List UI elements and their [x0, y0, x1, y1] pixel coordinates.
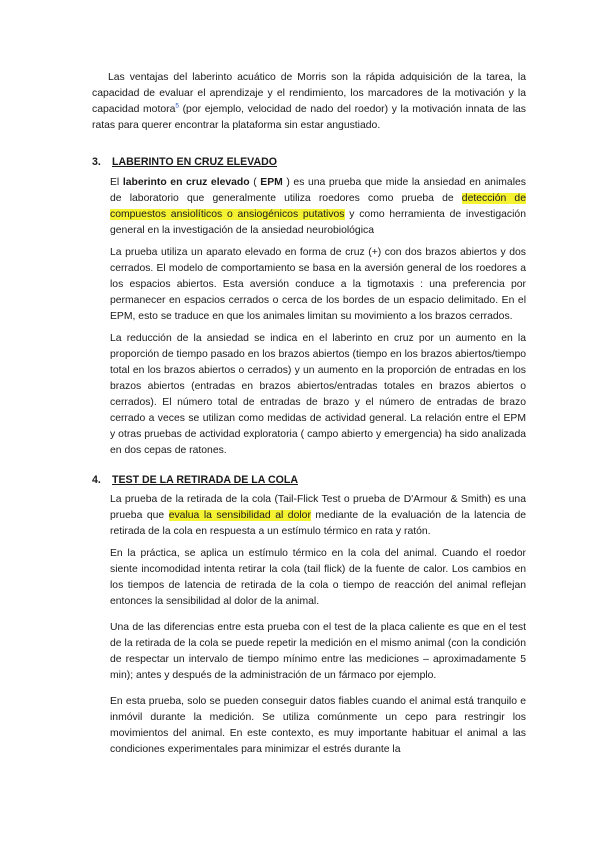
intro-paragraph	[92, 70, 526, 134]
section-3-paragraph-3: La reducción de la ansiedad se indica en el laberinto en cruz por un aumento en la proporción de tiempo pasado en los brazos abiertos (tiempo en los brazos abiertos/tiempo total en los brazos abiertos o cerrados) y un aumento en la proporción de entradas en los brazos abiertos (entradas en brazos abiertos/entradas totales en brazos abiertos o cerrados). El número total de entradas de brazo y el número de entradas de brazo cerrado a veces se utilizan como medidas de actividad general. La relación entre el EPM y otras pruebas de actividad exploratoria ( campo abierto y emergencia) ha sido analizada en dos cepas de ratones.	[110, 333, 526, 456]
intro-text-continued: (por ejemplo, velocidad de nado del roedor) y la motivación innata de las ratas para querer encontrar la plataforma sin estar angustiado.	[92, 104, 526, 131]
text-run: ) es una prueba que mide la ansiedad en animales de laboratorio que generalmente utiliza roedores como prueba de	[110, 177, 526, 204]
section-3-title: LABERINTO EN CRUZ ELEVADO	[112, 156, 277, 168]
highlighted-text: detección de compuestos ansiolíticos o ansiogénicos putativos	[110, 193, 526, 220]
text-run: (	[249, 177, 261, 188]
section-3-body	[110, 175, 526, 459]
footnote-reference[interactable]: 5	[175, 102, 179, 110]
intro-text: Las ventajas del laberinto acuático de Morris son la rápida adquisición de la tarea, la capacidad de evaluar el aprendizaje y el rendimiento, los marcadores de la motivación y la capacidad motora	[92, 72, 526, 115]
section-4-body	[110, 492, 526, 758]
section-3-paragraph-2: La prueba utiliza un aparato elevado en forma de cruz (+) con dos brazos abiertos y dos cerrados. El modelo de comportamiento se basa en la aversión general de los roedores a los espacios abiertos. Esta aversión conduce a la tigmotaxis : una preferencia por permanecer en espacios cerrados o cerca de los bordes de un espacio delimitado. En el EPM, esto se traduce en que los animales limitan su movimiento a los brazos cerrados.	[110, 247, 526, 322]
text-run: El	[110, 177, 123, 188]
section-4-heading	[92, 472, 298, 488]
section-4-paragraph-1	[110, 492, 526, 540]
section-4-paragraph-4: En esta prueba, solo se pueden conseguir datos fiables cuando el animal está tranquilo e inmóvil durante la medición. Se utiliza comúnmente un cepo para restringir los movimientos del animal. En este contexto, es muy importante habituar el animal a las condiciones experimentales para minimizar el estrés durante la	[110, 696, 526, 755]
text-run: y como herramienta de investigación general en la investigación de la ansiedad neurobiológica	[110, 209, 526, 236]
section-4-paragraph-2: En la práctica, se aplica un estímulo térmico en la cola del animal. Cuando el roedor siente incomodidad intenta retirar la cola (tail flick) de la fuente de calor. Los cambios en los tiempos de latencia de retirada de la cola o tiempo de reacción del animal reflejan entonces la sensibilidad al dolor de la animal.	[110, 548, 526, 607]
section-3-heading	[92, 154, 277, 170]
text-run: mediante de la evaluación de la latencia de retirada de la cola en respuesta a un estímulo térmico en rata y ratón.	[110, 510, 526, 537]
section-4-number: 4.	[92, 474, 101, 486]
text-run: La prueba de la retirada de la cola (Tail-Flick Test o prueba de D'Armour & Smith) es una prueba que	[110, 494, 526, 521]
highlighted-text: evalua la sensibilidad al dolor	[168, 510, 311, 521]
bold-acronym: EPM	[260, 177, 283, 188]
section-3-number: 3.	[92, 156, 101, 168]
section-4-paragraph-3: Una de las diferencias entre esta prueba con el test de la placa caliente es que en el test de la retirada de la cola se puede repetir la medición en el mismo animal (con la condición de respectar un intervalo de tiempo mínimo entre las mediciones – aproximadamente 5 min); antes y después de la administración de un fármaco por ejemplo.	[110, 622, 526, 681]
section-3-paragraph-1	[110, 175, 526, 239]
bold-term: laberinto en cruz elevado	[122, 177, 250, 188]
section-4-title: TEST DE LA RETIRADA DE LA COLA	[112, 474, 298, 486]
